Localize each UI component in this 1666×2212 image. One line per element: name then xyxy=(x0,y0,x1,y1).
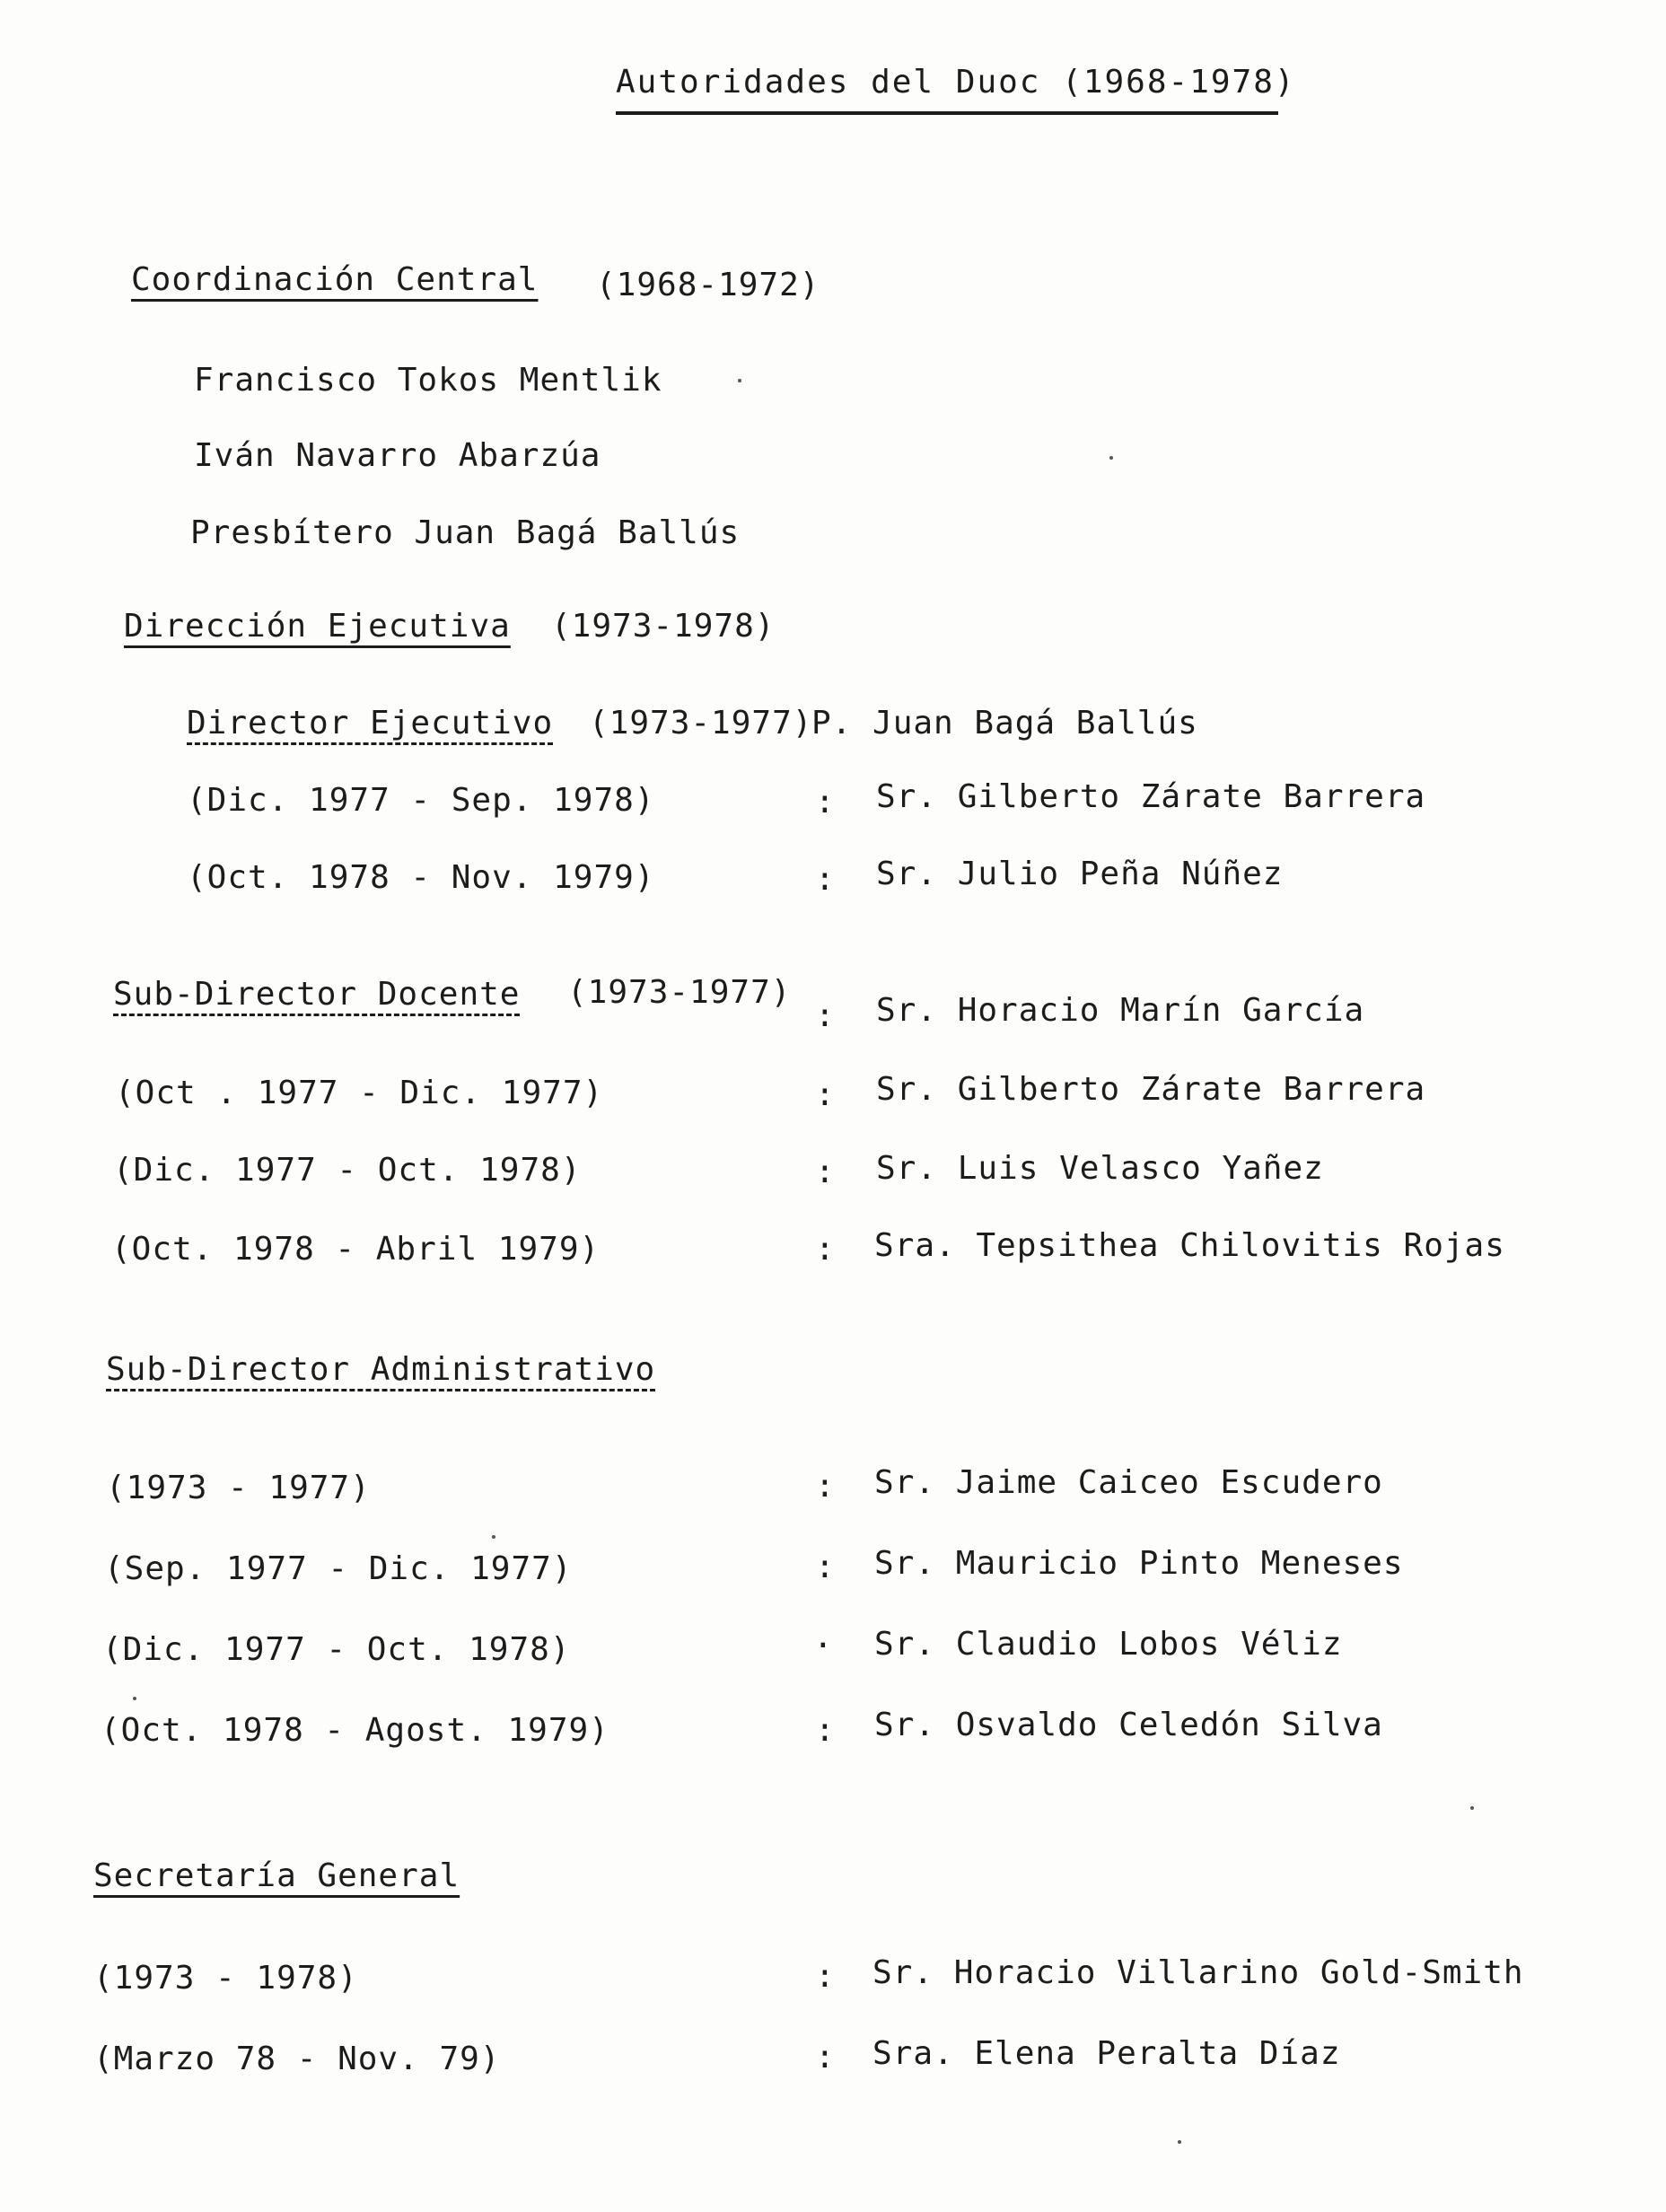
administrativo-row-name: Sr. Claudio Lobos Véliz xyxy=(874,1626,1343,1663)
administrativo-row-name: Sr. Jaime Caiceo Escudero xyxy=(874,1464,1383,1501)
administrativo-row-name: Sr. Mauricio Pinto Meneses xyxy=(874,1545,1404,1582)
administrativo-row-separator: : xyxy=(815,1468,835,1505)
section-period-direccion: (1973-1978) xyxy=(551,608,776,645)
secretaria-row-period: (Marzo 78 - Nov. 79) xyxy=(93,2041,501,2077)
docente-row-name: Sra. Tepsithea Chilovitis Rojas xyxy=(874,1227,1505,1264)
scan-speck xyxy=(738,379,741,382)
scan-speck xyxy=(1109,456,1113,460)
direccion-row-name: Sr. Julio Peña Núñez xyxy=(876,856,1284,892)
administrativo-row-separator: · xyxy=(813,1628,833,1664)
director-ejecutivo-name: P. Juan Bagá Ballús xyxy=(811,705,1198,742)
docente-row-name: Sr. Luis Velasco Yañez xyxy=(876,1150,1324,1187)
docente-row-separator: : xyxy=(815,997,835,1034)
direccion-row-period: (Oct. 1978 - Nov. 1979) xyxy=(187,859,655,896)
coordinacion-member: Iván Navarro Abarzúa xyxy=(194,437,601,474)
administrativo-row-separator: : xyxy=(815,1712,835,1749)
director-ejecutivo-label: Director Ejecutivo xyxy=(187,705,554,742)
section-period-coordinacion: (1968-1972) xyxy=(596,267,820,303)
docente-row-separator: : xyxy=(815,1154,835,1190)
direccion-row-period: (Dic. 1977 - Sep. 1978) xyxy=(187,782,655,819)
docente-row-name: Sr. Horacio Marín García xyxy=(876,992,1365,1029)
docente-row-separator: : xyxy=(815,1231,835,1268)
direccion-row-name: Sr. Gilberto Zárate Barrera xyxy=(876,778,1426,815)
section-heading-direccion: Dirección Ejecutiva xyxy=(124,608,511,645)
section-heading-secretaria: Secretaría General xyxy=(93,1857,460,1894)
scan-speck xyxy=(133,1697,136,1700)
scan-speck xyxy=(492,1535,495,1539)
direccion-row-separator: : xyxy=(815,861,835,898)
docente-row-period: (Oct . 1977 - Dic. 1977) xyxy=(115,1075,604,1111)
scan-speck xyxy=(1178,2140,1181,2144)
secretaria-row-separator: : xyxy=(815,2039,835,2076)
document-title: Autoridades del Duoc (1968-1978) xyxy=(616,63,1278,115)
secretaria-row-separator: : xyxy=(815,1958,835,1995)
docente-row-separator: : xyxy=(815,1076,835,1113)
coordinacion-member: Presbítero Juan Bagá Ballús xyxy=(190,514,741,551)
secretaria-row-name: Sra. Elena Peralta Díaz xyxy=(872,2035,1341,2072)
secretaria-row-period: (1973 - 1978) xyxy=(93,1960,358,1997)
section-heading-coordinacion: Coordinación Central xyxy=(131,261,539,298)
director-ejecutivo-period: (1973-1977) xyxy=(589,705,813,742)
direccion-row-separator: : xyxy=(815,784,835,821)
administrativo-row-name: Sr. Osvaldo Celedón Silva xyxy=(874,1707,1383,1743)
section-heading-docente: Sub-Director Docente xyxy=(113,976,521,1013)
administrativo-row-period: (Dic. 1977 - Oct. 1978) xyxy=(102,1631,571,1668)
docente-row-period: (Dic. 1977 - Oct. 1978) xyxy=(113,1152,582,1189)
section-heading-administrativo: Sub-Director Administrativo xyxy=(106,1351,656,1388)
coordinacion-member: Francisco Tokos Mentlik xyxy=(194,362,662,399)
scan-speck xyxy=(1470,1806,1474,1810)
docente-row-period: (Oct. 1978 - Abril 1979) xyxy=(111,1231,601,1268)
administrativo-row-period: (1973 - 1977) xyxy=(106,1470,371,1506)
section-period-docente: (1973-1977) xyxy=(567,974,792,1011)
docente-row-name: Sr. Gilberto Zárate Barrera xyxy=(876,1071,1426,1108)
administrativo-row-period: (Oct. 1978 - Agost. 1979) xyxy=(101,1712,609,1749)
administrativo-row-period: (Sep. 1977 - Dic. 1977) xyxy=(104,1550,573,1587)
secretaria-row-name: Sr. Horacio Villarino Gold-Smith xyxy=(872,1954,1524,1991)
administrativo-row-separator: : xyxy=(815,1549,835,1585)
